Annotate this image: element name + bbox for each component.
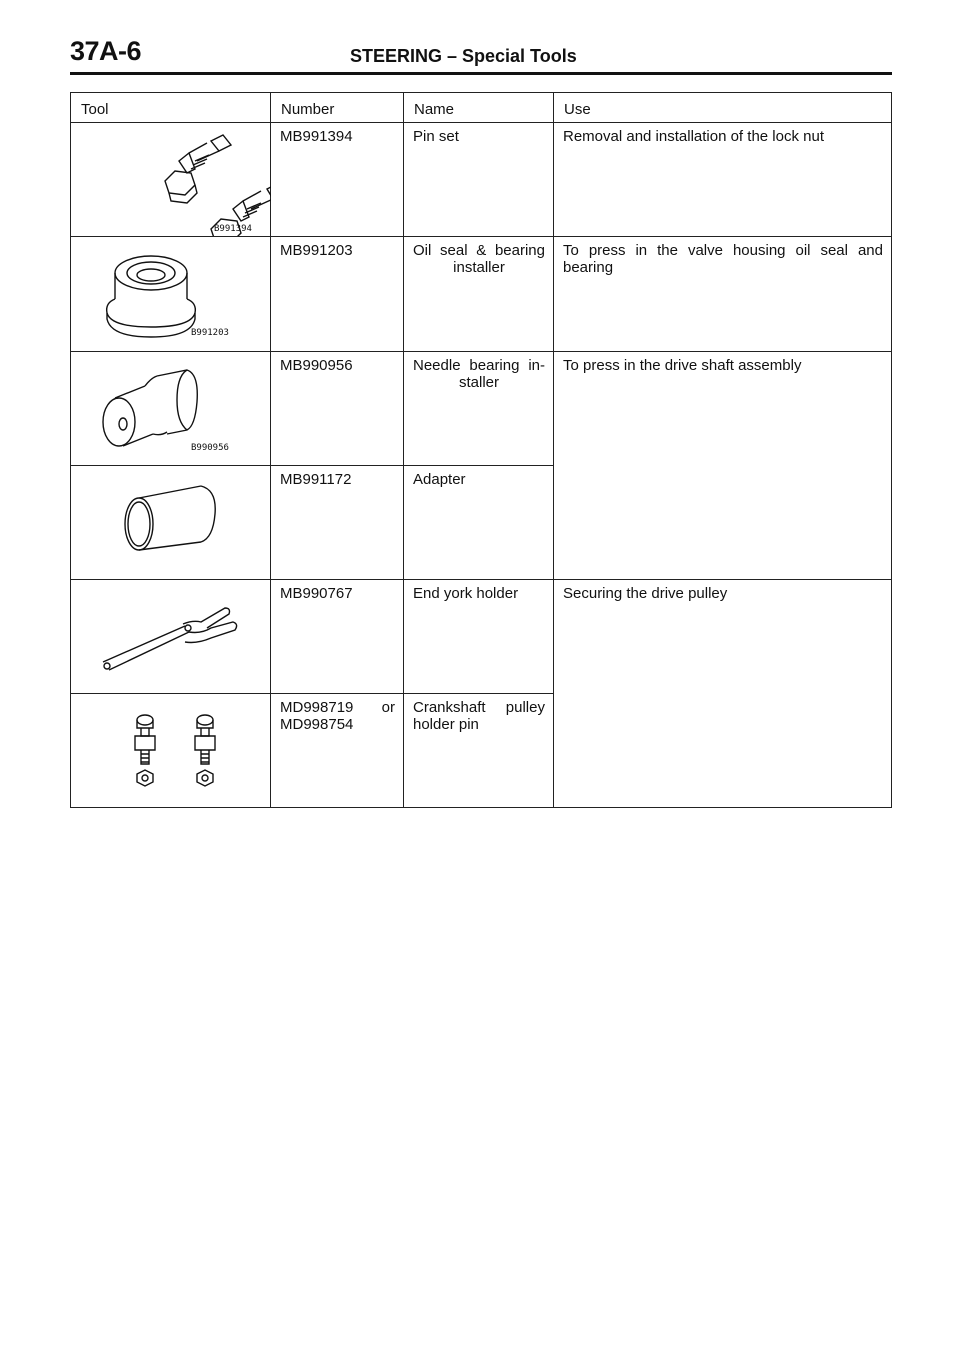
tool-illustration-cell [71, 123, 271, 237]
column-header-tool: Tool [71, 93, 271, 123]
needle-bearing-installer-icon [71, 352, 271, 465]
table-row [71, 352, 892, 466]
tool-number-or: or [381, 699, 395, 716]
end-york-holder-icon [71, 580, 271, 693]
table-row [71, 123, 892, 237]
tool-use: Removal and installation of the lock nut [563, 128, 824, 145]
tool-number: MB991172 [280, 471, 352, 488]
tool-name: Needle bearing in- [413, 357, 545, 374]
tool-name-cont: holder pin [413, 716, 479, 733]
page-number: 37A-6 [70, 36, 142, 66]
table-header-row [71, 93, 892, 123]
tool-use: To press in the valve housing oil seal and bearing [563, 242, 883, 276]
table-row [71, 580, 892, 694]
tool-name: Pin set [413, 128, 459, 145]
table-row [71, 237, 892, 352]
tool-number: MB991394 [280, 128, 353, 145]
column-header-number: Number [271, 93, 404, 123]
tool-illustration-cell [71, 352, 271, 466]
figure-code: B991394 [214, 224, 252, 234]
tool-number: MD998719 [280, 699, 354, 716]
tool-number: MB990956 [280, 357, 353, 374]
tool-name: Oil seal & bearing [413, 242, 545, 259]
section-title: STEERING – Special Tools [350, 46, 577, 66]
adapter-icon [71, 466, 271, 579]
special-tools-table [70, 92, 892, 808]
figure-code: B990956 [191, 443, 229, 453]
tool-name-cont: staller [458, 374, 499, 391]
tool-name-cont: installer [453, 259, 505, 276]
tool-illustration-cell [71, 466, 271, 580]
tool-number: MB990767 [280, 585, 353, 602]
tool-illustration-cell [71, 694, 271, 808]
pin-set-icon [71, 123, 271, 236]
column-header-use: Use [554, 93, 892, 123]
tool-use: To press in the drive shaft assembly [563, 357, 802, 374]
tool-illustration-cell [71, 580, 271, 694]
tool-use: Securing the drive pulley [563, 585, 728, 602]
crankshaft-pulley-holder-pin-icon [71, 694, 271, 807]
tool-name: Adapter [413, 471, 466, 488]
tool-name: Crankshaft pulley [413, 699, 545, 716]
figure-code: B991203 [191, 328, 229, 338]
oil-seal-installer-icon [71, 237, 271, 351]
page-header [70, 36, 892, 76]
tool-illustration-cell [71, 237, 271, 352]
header-rule [70, 72, 892, 75]
tool-name: End york holder [413, 585, 519, 602]
column-header-name: Name [404, 93, 554, 123]
tool-number-alt: MD998754 [280, 716, 354, 733]
tool-number: MB991203 [280, 242, 353, 259]
